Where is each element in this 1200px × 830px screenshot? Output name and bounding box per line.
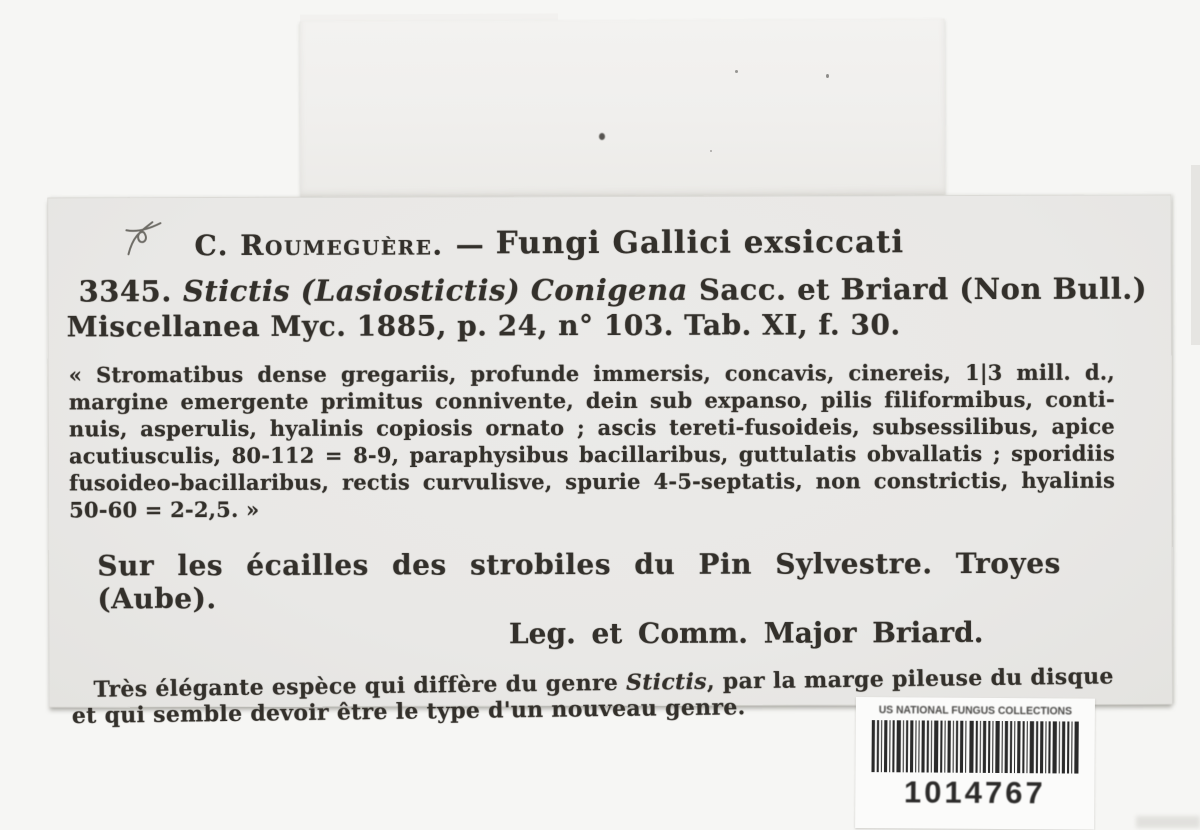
header-separator: — (455, 228, 484, 262)
note-line-2: et qui semble devoir être le type d'un nouveau genre. (71, 694, 746, 730)
citation-line: Miscellanea Myc. 1885, p. 24, n° 103. Tab. XI, f. 30. (66, 308, 901, 344)
note-text: , par la marge pileuse du disque (706, 663, 1114, 695)
note-text: Très élégante espèce qui diffère du genre (93, 669, 627, 703)
taxon-authority: Sacc. et Briard (Non Bull.) (698, 271, 1148, 307)
paper-speck (599, 133, 605, 140)
diagnosis-line: « Stromatibus dense gregariis, profunde immersis, concavis, cinereis, 1|3 mill. d., (68, 359, 1115, 388)
diagnosis-line: nuis, asperulis, hyalinis copiosis ornato ; ascis tereti-fusoideis, subsessilibus, apice (68, 413, 1115, 442)
latin-diagnosis (69, 359, 1115, 524)
taxon-name: Stictis (Lasiostictis) Conigena (182, 272, 688, 309)
habitat-line: Sur les écailles des strobiles du Pin Sylvestre. Troyes (Aube). (97, 546, 1061, 616)
paper-strip (300, 19, 946, 198)
paper-sliver (1191, 165, 1200, 345)
series-header (122, 216, 1150, 263)
diagnosis-line: acutiusculis, 80-112 = 8-9, paraphysibus bacillaribus, guttulatis obvallatis ; sporidiis (68, 440, 1116, 469)
note-genus-italic: Stictis (625, 668, 708, 696)
barcode-sticker (855, 697, 1095, 830)
barcode-institution: US NATIONAL FUNGUS COLLECTIONS (878, 704, 1073, 718)
series-author: C. Roumeguère. (194, 228, 444, 263)
barcode-number: 1014767 (903, 774, 1046, 811)
diagnosis-line: margine emergente primitus connivente, dein sub expanso, pilis filiformibus, conti- (68, 386, 1115, 415)
collector-line: Leg. et Comm. Major Briard. (508, 616, 984, 651)
diagnosis-line: 50-60 = 2-2,5. » (69, 496, 260, 523)
paper-speck (826, 74, 829, 78)
diagnosis-line: fusoideo-bacillaribus, rectis curvulisve, spurie 4-5-septatis, non constrictis, hyalinis (69, 467, 1116, 496)
taxon-line (79, 272, 1151, 309)
paper-speck (735, 70, 738, 73)
paper-speck (710, 150, 712, 152)
handwritten-mark-icon (122, 218, 166, 262)
collection-number: 3345. (78, 274, 172, 309)
barcode-icon (871, 720, 1079, 773)
scan-smudge (1136, 816, 1200, 828)
series-title: Fungi Gallici exsiccati (495, 224, 905, 262)
